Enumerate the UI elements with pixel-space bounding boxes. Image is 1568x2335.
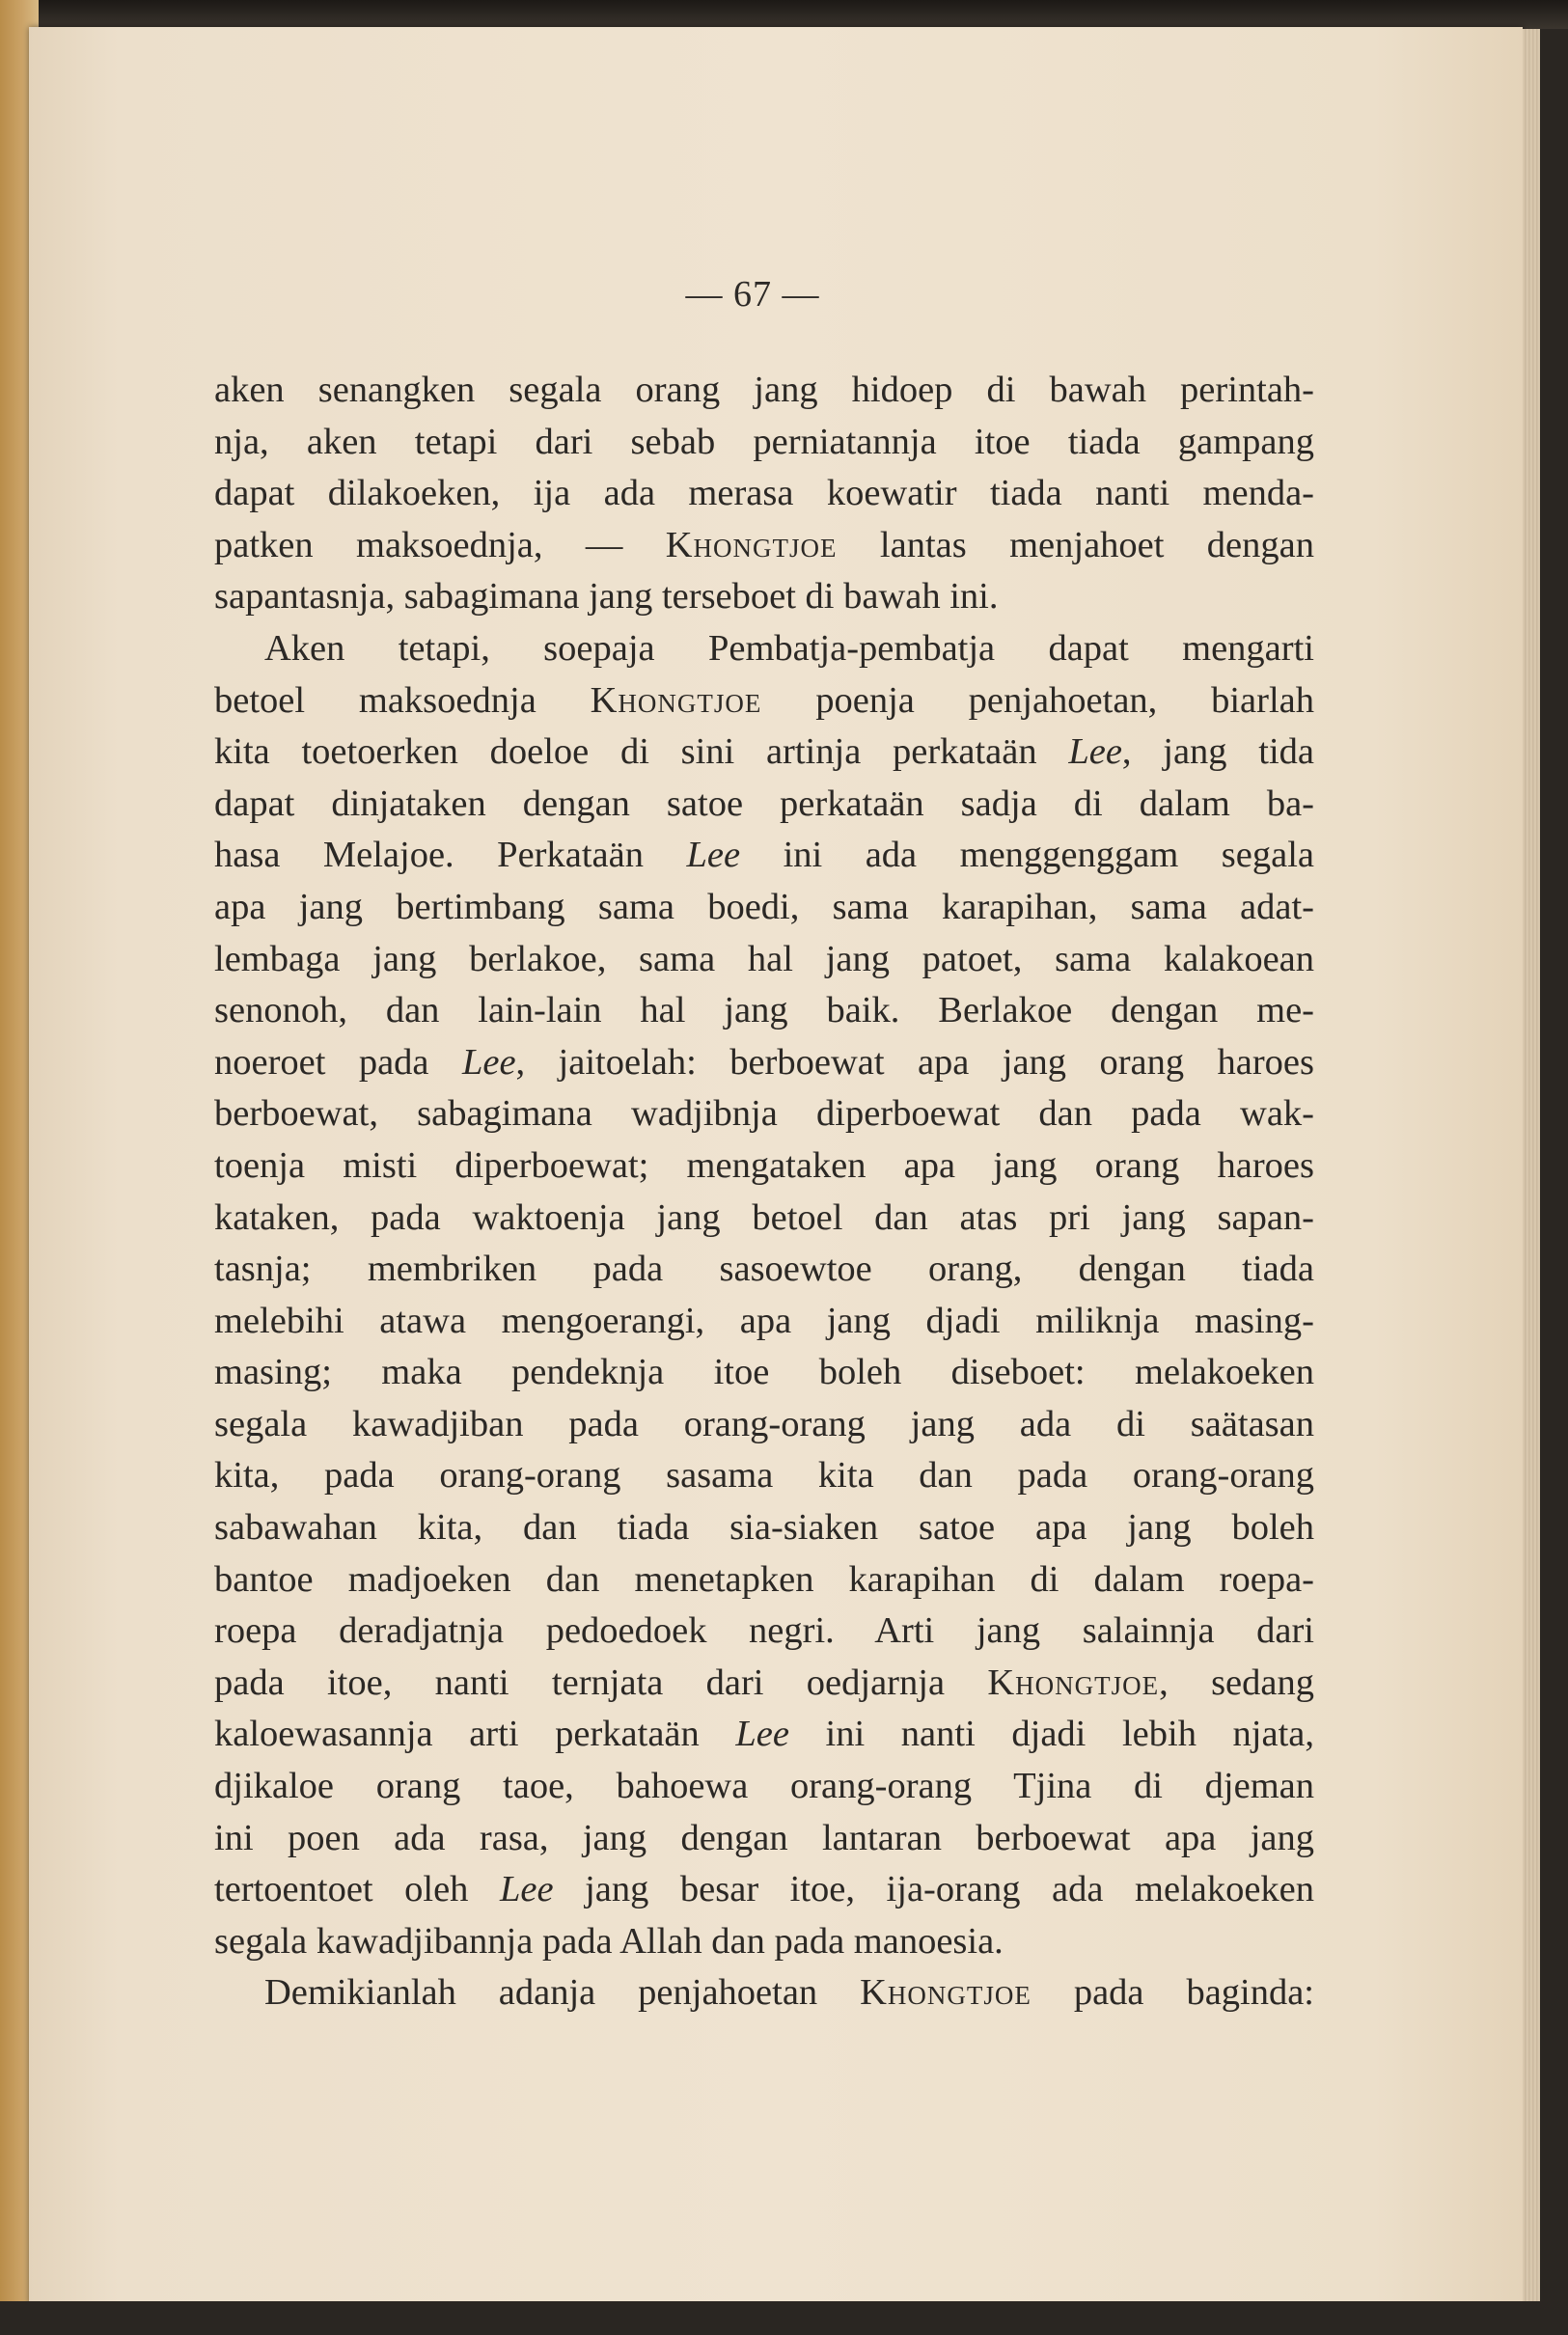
text-segment: patken maksoednja, — — [214, 524, 666, 565]
text-line — [214, 934, 1314, 986]
italic-term: Lee — [735, 1714, 789, 1755]
text-segment: roepa deradjatnja pedoedoek negri. Arti jang salainnja dari — [214, 1610, 1314, 1652]
text-segment: segala kawadjibannja pada Allah dan pada manoesia. — [214, 1920, 1004, 1962]
text-segment: dapat dilakoeken, ija ada merasa koewatir tiada nanti menda- — [214, 473, 1314, 514]
text-line — [214, 882, 1314, 934]
text-segment: Aken tetapi, soepaja Pembatja-pembatja dapat mengarti — [264, 627, 1314, 669]
small-caps-name: Khongtjoe — [665, 524, 838, 565]
text-line — [214, 1709, 1314, 1761]
text-line — [214, 830, 1314, 882]
text-segment: kataken, pada waktoenja jang betoel dan atas pri jang sapan- — [214, 1196, 1314, 1238]
text-segment: berboewat, sabagimana wadjibnja diperboewat dan pada wak- — [214, 1093, 1314, 1135]
page-number: — 67 — — [685, 274, 820, 315]
text-segment: , jang tida — [1121, 731, 1314, 773]
text-segment: lembaga jang berlakoe, sama hal jang patoet, sama kalakoean — [214, 938, 1314, 979]
text-segment: ini poen ada rasa, jang dengan lantaran berboewat apa jang — [214, 1817, 1314, 1858]
text-segment: Demikianlah adanja penjahoetan — [264, 1972, 861, 2014]
text-line — [214, 727, 1314, 779]
text-segment: dapat dinjataken dengan satoe perkataän sadja di dalam ba- — [214, 783, 1314, 824]
text-segment: kita toetoerken doeloe di sini artinja perkataän — [214, 731, 1069, 773]
small-caps-name: Khongtjoe — [860, 1972, 1032, 2014]
text-line — [214, 1606, 1314, 1658]
text-line — [214, 779, 1314, 831]
text-line — [214, 417, 1314, 469]
text-line — [214, 1658, 1314, 1710]
text-line — [214, 468, 1314, 520]
text-segment: pada itoe, nanti ternjata dari oedjarnja — [214, 1662, 988, 1703]
text-segment: toenja misti diperboewat; mengataken apa jang orang haroes — [214, 1144, 1314, 1186]
text-segment: bantoe madjoeken dan menetapken karapihan di dalam roepa- — [214, 1558, 1314, 1600]
text-line — [214, 1864, 1314, 1916]
text-line — [214, 1244, 1314, 1296]
text-segment: aken senangken segala orang jang hidoep di bawah perintah- — [214, 370, 1314, 410]
text-line — [214, 1347, 1314, 1399]
text-segment: lantas menjahoet dengan — [837, 524, 1314, 565]
italic-term: Lee — [686, 835, 741, 876]
small-caps-name: Khongtjoe — [987, 1662, 1160, 1703]
text-segment: poenja penjahoetan, biarlah — [761, 679, 1314, 721]
text-line — [214, 1088, 1314, 1140]
text-line — [214, 1916, 1314, 1968]
text-segment: djikaloe orang taoe, bahoewa orang-orang Tjina di djeman — [214, 1766, 1314, 1807]
text-segment: ini ada menggenggam segala — [740, 835, 1314, 876]
text-line — [214, 985, 1314, 1037]
text-segment: segala kawadjiban pada orang-orang jang ada di saätasan — [214, 1403, 1314, 1444]
text-segment: , jaitoelah: berboewat apa jang orang haroes — [515, 1041, 1315, 1083]
text-line — [214, 1037, 1314, 1089]
text-line — [214, 1399, 1314, 1451]
text-segment: sabawahan kita, dan tiada sia-siaken satoe apa jang boleh — [214, 1507, 1314, 1549]
text-segment: noeroet pada — [214, 1041, 462, 1083]
text-line — [214, 1193, 1314, 1245]
text-segment: , sedang — [1159, 1662, 1314, 1703]
text-line — [214, 623, 1314, 675]
text-line — [214, 1140, 1314, 1193]
page-edges — [1523, 29, 1540, 2306]
text-segment: apa jang bertimbang sama boedi, sama karapihan, sama adat- — [214, 886, 1314, 927]
bottom-edge — [0, 2301, 1568, 2335]
text-segment: melebihi atawa mengoerangi, apa jang djadi miliknja masing- — [214, 1300, 1314, 1341]
top-edge — [0, 0, 1568, 29]
text-segment: jang besar itoe, ija-orang ada melakoeken — [553, 1869, 1314, 1910]
text-line — [214, 1813, 1314, 1865]
italic-term: Lee — [461, 1041, 516, 1083]
text-segment: kita, pada orang-orang sasama kita dan pada orang-orang — [214, 1455, 1314, 1497]
text-segment: hasa Melajoe. Perkataän — [214, 835, 687, 876]
text-segment: tertoentoet oleh — [214, 1869, 500, 1910]
text-line — [214, 675, 1314, 728]
text-line — [214, 1502, 1314, 1554]
text-line — [214, 1761, 1314, 1813]
text-line — [214, 1967, 1314, 2019]
text-segment: kaloewasannja arti perkataän — [214, 1714, 736, 1755]
italic-term: Lee — [1068, 731, 1122, 773]
book-page — [29, 27, 1523, 2304]
italic-term: Lee — [499, 1869, 554, 1910]
text-line — [214, 1450, 1314, 1502]
text-line — [214, 520, 1314, 572]
text-segment: betoel maksoednja — [214, 679, 591, 721]
text-segment: senonoh, dan lain-lain hal jang baik. Berlakoe dengan me- — [214, 990, 1314, 1031]
text-segment: masing; maka pendeknja itoe boleh diseboet: melakoeken — [214, 1352, 1314, 1393]
small-caps-name: Khongtjoe — [590, 679, 762, 721]
text-line — [214, 1296, 1314, 1348]
text-segment: sapantasnja, sabagimana jang terseboet di bawah ini. — [214, 576, 999, 618]
text-line — [214, 571, 1314, 623]
text-line — [214, 365, 1314, 417]
body-text — [214, 365, 1314, 2019]
text-line — [214, 1554, 1314, 1607]
text-segment: nja, aken tetapi dari sebab perniatannja itoe tiada gampang — [214, 421, 1314, 462]
text-segment: tasnja; membriken pada sasoewtoe orang, dengan tiada — [214, 1249, 1314, 1290]
text-segment: ini nanti djadi lebih njata, — [788, 1714, 1315, 1755]
text-segment: pada baginda: — [1031, 1972, 1315, 2014]
